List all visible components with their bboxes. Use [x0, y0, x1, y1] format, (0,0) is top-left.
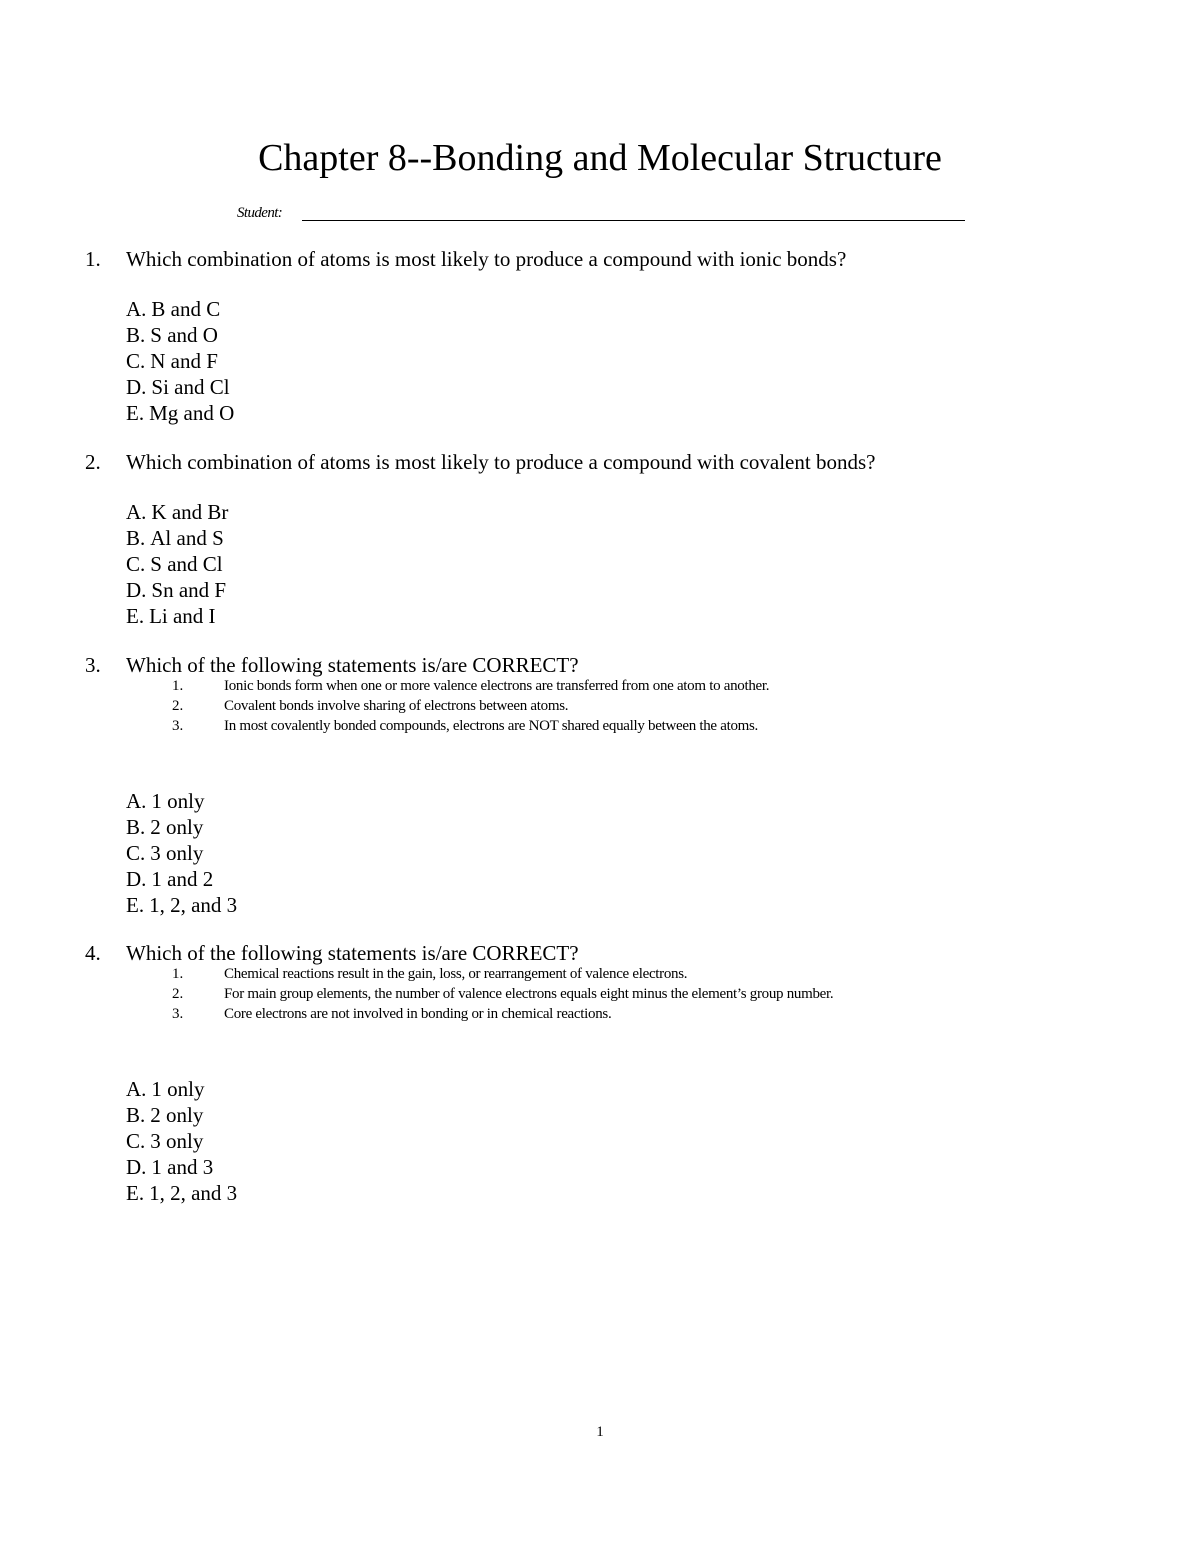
- answer-choice[interactable]: [126, 892, 237, 918]
- choice-letter: B.: [126, 815, 146, 839]
- answer-choice[interactable]: [126, 603, 216, 629]
- question-text: Which combination of atoms is most likely to produce a compound with ionic bonds?: [126, 247, 847, 271]
- choice-letter: A.: [126, 297, 147, 321]
- choice-text: 3 only: [150, 841, 204, 865]
- choice-letter: D.: [126, 375, 147, 399]
- choice-text: 1 and 2: [151, 867, 214, 891]
- choice-text: 2 only: [150, 1103, 204, 1127]
- answer-choice[interactable]: [126, 577, 226, 603]
- choice-letter: C.: [126, 1129, 146, 1153]
- choice-letter: A.: [126, 500, 147, 524]
- statement-item: [0, 1004, 1200, 1024]
- statement-item: [0, 676, 1200, 696]
- choice-letter: A.: [126, 1077, 147, 1101]
- choice-text: Mg and O: [149, 401, 235, 425]
- statement-number: 2.: [172, 986, 184, 1002]
- choice-text: Si and Cl: [151, 375, 230, 399]
- question-text: Which combination of atoms is most likely to produce a compound with covalent bonds?: [126, 450, 876, 474]
- answer-choice[interactable]: [126, 400, 234, 426]
- statement-item: [0, 696, 1200, 716]
- answer-choice[interactable]: [126, 788, 205, 814]
- choice-letter: E.: [126, 1181, 145, 1205]
- answer-choice[interactable]: [126, 348, 218, 374]
- statement-number: 3.: [172, 718, 184, 734]
- statement-number: 1.: [172, 966, 184, 982]
- statement-text: Chemical reactions result in the gain, loss, or rearrangement of valence electrons.: [224, 966, 688, 982]
- answer-choice[interactable]: [126, 499, 228, 525]
- statement-text: Ionic bonds form when one or more valence electrons are transferred from one atom to another.: [224, 678, 770, 694]
- choice-text: K and Br: [151, 500, 229, 524]
- question-number: 4.: [85, 941, 101, 965]
- choice-text: S and O: [150, 323, 218, 347]
- question-number: 2.: [85, 450, 101, 474]
- answer-choice[interactable]: [126, 296, 220, 322]
- student-name-line[interactable]: [302, 220, 965, 221]
- choice-text: Sn and F: [151, 578, 227, 602]
- answer-choice[interactable]: [126, 1102, 203, 1128]
- choice-letter: C.: [126, 349, 146, 373]
- answer-choice[interactable]: [126, 1180, 237, 1206]
- statement-text: In most covalently bonded compounds, electrons are NOT shared equally between the atoms.: [224, 718, 758, 734]
- choice-text: 1, 2, and 3: [149, 1181, 238, 1205]
- statement-number: 3.: [172, 1006, 184, 1022]
- choice-text: 1 only: [151, 789, 205, 813]
- choice-text: 1 and 3: [151, 1155, 214, 1179]
- choice-letter: E.: [126, 401, 145, 425]
- statement-text: For main group elements, the number of valence electrons equals eight minus the element’s group number.: [224, 986, 834, 1002]
- answer-choice[interactable]: [126, 322, 218, 348]
- statement-text: Core electrons are not involved in bonding or in chemical reactions.: [224, 1006, 612, 1022]
- choice-letter: B.: [126, 526, 146, 550]
- question-number: 3.: [85, 653, 101, 677]
- choice-letter: D.: [126, 1155, 147, 1179]
- choice-text: 1, 2, and 3: [149, 893, 238, 917]
- choice-text: S and Cl: [150, 552, 223, 576]
- choice-letter: A.: [126, 789, 147, 813]
- answer-choice[interactable]: [126, 840, 203, 866]
- answer-choice[interactable]: [126, 866, 213, 892]
- answer-choice[interactable]: [126, 525, 224, 551]
- choice-letter: E.: [126, 893, 145, 917]
- statement-number: 1.: [172, 678, 184, 694]
- choice-letter: E.: [126, 604, 145, 628]
- statement-number: 2.: [172, 698, 184, 714]
- choice-text: N and F: [150, 349, 218, 373]
- choice-letter: C.: [126, 552, 146, 576]
- choice-text: 3 only: [150, 1129, 204, 1153]
- choice-letter: C.: [126, 841, 146, 865]
- answer-choice[interactable]: [126, 1128, 203, 1154]
- question-text: Which of the following statements is/are CORRECT?: [126, 941, 579, 965]
- choice-letter: B.: [126, 323, 146, 347]
- answer-choice[interactable]: [126, 1076, 205, 1102]
- choice-letter: D.: [126, 867, 147, 891]
- question-text: Which of the following statements is/are CORRECT?: [126, 653, 579, 677]
- statement-item: [0, 964, 1200, 984]
- page-number: 1: [596, 1424, 604, 1440]
- statement-item: [0, 716, 1200, 736]
- student-name-row: [237, 201, 967, 225]
- statement-item: [0, 984, 1200, 1004]
- choice-text: 2 only: [150, 815, 204, 839]
- answer-choice[interactable]: [126, 814, 203, 840]
- choice-letter: B.: [126, 1103, 146, 1127]
- answer-choice[interactable]: [126, 374, 230, 400]
- choice-text: Al and S: [150, 526, 224, 550]
- choice-text: Li and I: [149, 604, 216, 628]
- student-label: Student:: [237, 205, 283, 221]
- answer-choice[interactable]: [126, 551, 223, 577]
- page-title: Chapter 8--Bonding and Molecular Structure: [258, 137, 942, 179]
- choice-letter: D.: [126, 578, 147, 602]
- statement-text: Covalent bonds involve sharing of electrons between atoms.: [224, 698, 569, 714]
- choice-text: B and C: [151, 297, 221, 321]
- choice-text: 1 only: [151, 1077, 205, 1101]
- question-number: 1.: [85, 247, 101, 271]
- answer-choice[interactable]: [126, 1154, 213, 1180]
